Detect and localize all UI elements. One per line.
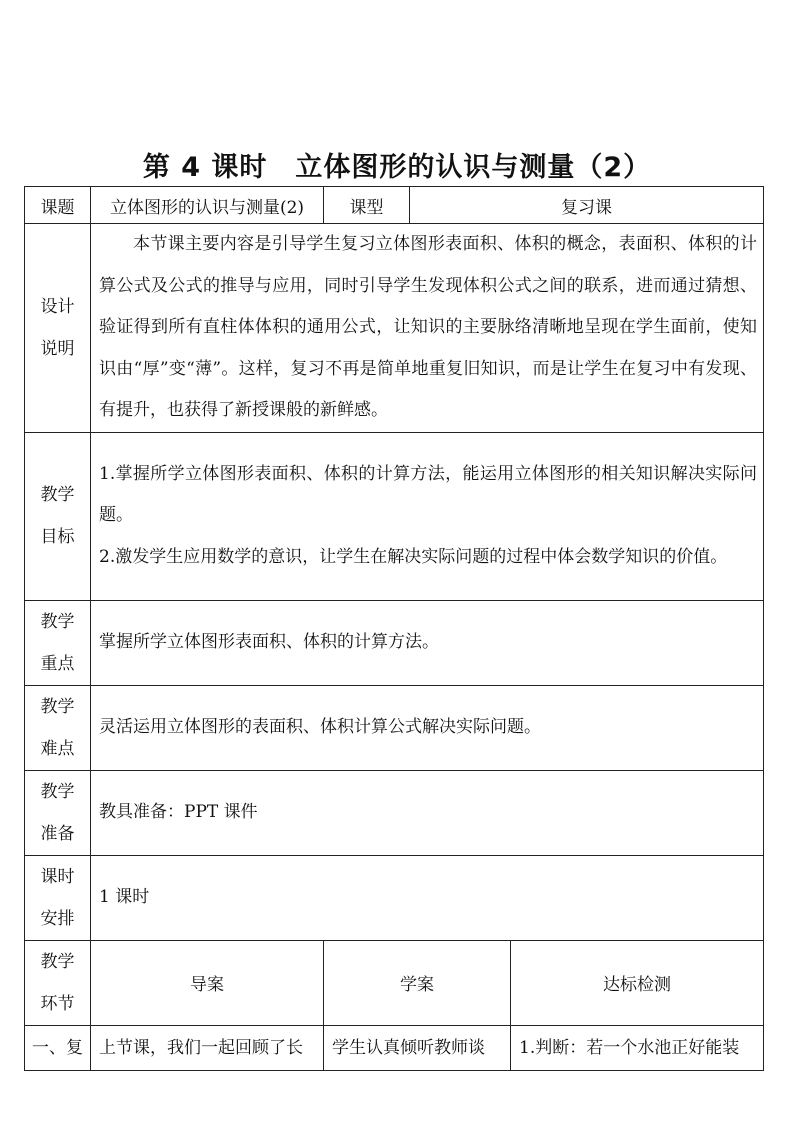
row-schedule: [25, 855, 764, 940]
stage-1-check: 1.判断：若一个水池正好能装: [511, 1025, 764, 1070]
goal-item-1: 1.掌握所学立体图形表面积、体积的计算方法，能运用立体图形的相关知识解决实际问题。: [99, 463, 757, 526]
preparation-text: 教具准备：PPT 课件: [91, 770, 764, 855]
label-process: 教学 环节: [25, 940, 91, 1025]
label-schedule: 课时 安排: [25, 855, 91, 940]
row-key-points: [25, 600, 764, 685]
label-difficulties: 教学 难点: [25, 685, 91, 770]
page-title: 第 4 课时 立体图形的认识与测量（2）: [142, 152, 652, 183]
row-goals: [25, 432, 764, 600]
label-topic: 课题: [25, 187, 91, 224]
row-process-header: [25, 940, 764, 1025]
row-preparation: [25, 770, 764, 855]
row-design: [25, 224, 764, 433]
topic-value: 立体图形的认识与测量(2): [91, 187, 324, 224]
row-difficulties: [25, 685, 764, 770]
row-topic: [25, 187, 764, 224]
schedule-text: 1 课时: [91, 855, 764, 940]
label-type: 课型: [324, 187, 410, 224]
stage-1-guide: 上节课，我们一起回顾了长: [91, 1025, 324, 1070]
row-stage-1: [25, 1025, 764, 1070]
col-guide-header: 导案: [91, 940, 324, 1025]
col-study-header: 学案: [324, 940, 511, 1025]
difficulties-text: 灵活运用立体图形的表面积、体积计算公式解决实际问题。: [91, 685, 764, 770]
label-design: 设计 说明: [25, 224, 91, 433]
key-points-text: 掌握所学立体图形表面积、体积的计算方法。: [91, 600, 764, 685]
label-preparation: 教学 准备: [25, 770, 91, 855]
label-goals: 教学 目标: [25, 432, 91, 600]
stage-1-label: 一、复: [25, 1025, 91, 1070]
type-value: 复习课: [410, 187, 764, 224]
col-check-header: 达标检测: [511, 940, 764, 1025]
design-text: 本节课主要内容是引导学生复习立体图形表面积、体积的概念，表面积、体积的计算公式及公式的推导与应用，同时引导学生发现体积公式之间的联系，进而通过猜想、验证得到所有直柱体体积的通用公式，让知识的主要脉络清晰地呈现在学生面前，使知识由“厚”变“薄”。这样，复习不再是简单地重复旧知识，而是让学生在复习中有发现、有提升，也获得了新授课般的新鲜感。: [91, 224, 764, 433]
lesson-plan-table: [24, 186, 764, 1071]
goals-list: [91, 432, 764, 600]
label-key-points: 教学 重点: [25, 600, 91, 685]
goal-item-2: 2.激发学生应用数学的意识，让学生在解决实际问题的过程中体会数学知识的价值。: [99, 546, 728, 567]
stage-1-study: 学生认真倾听教师谈: [324, 1025, 511, 1070]
